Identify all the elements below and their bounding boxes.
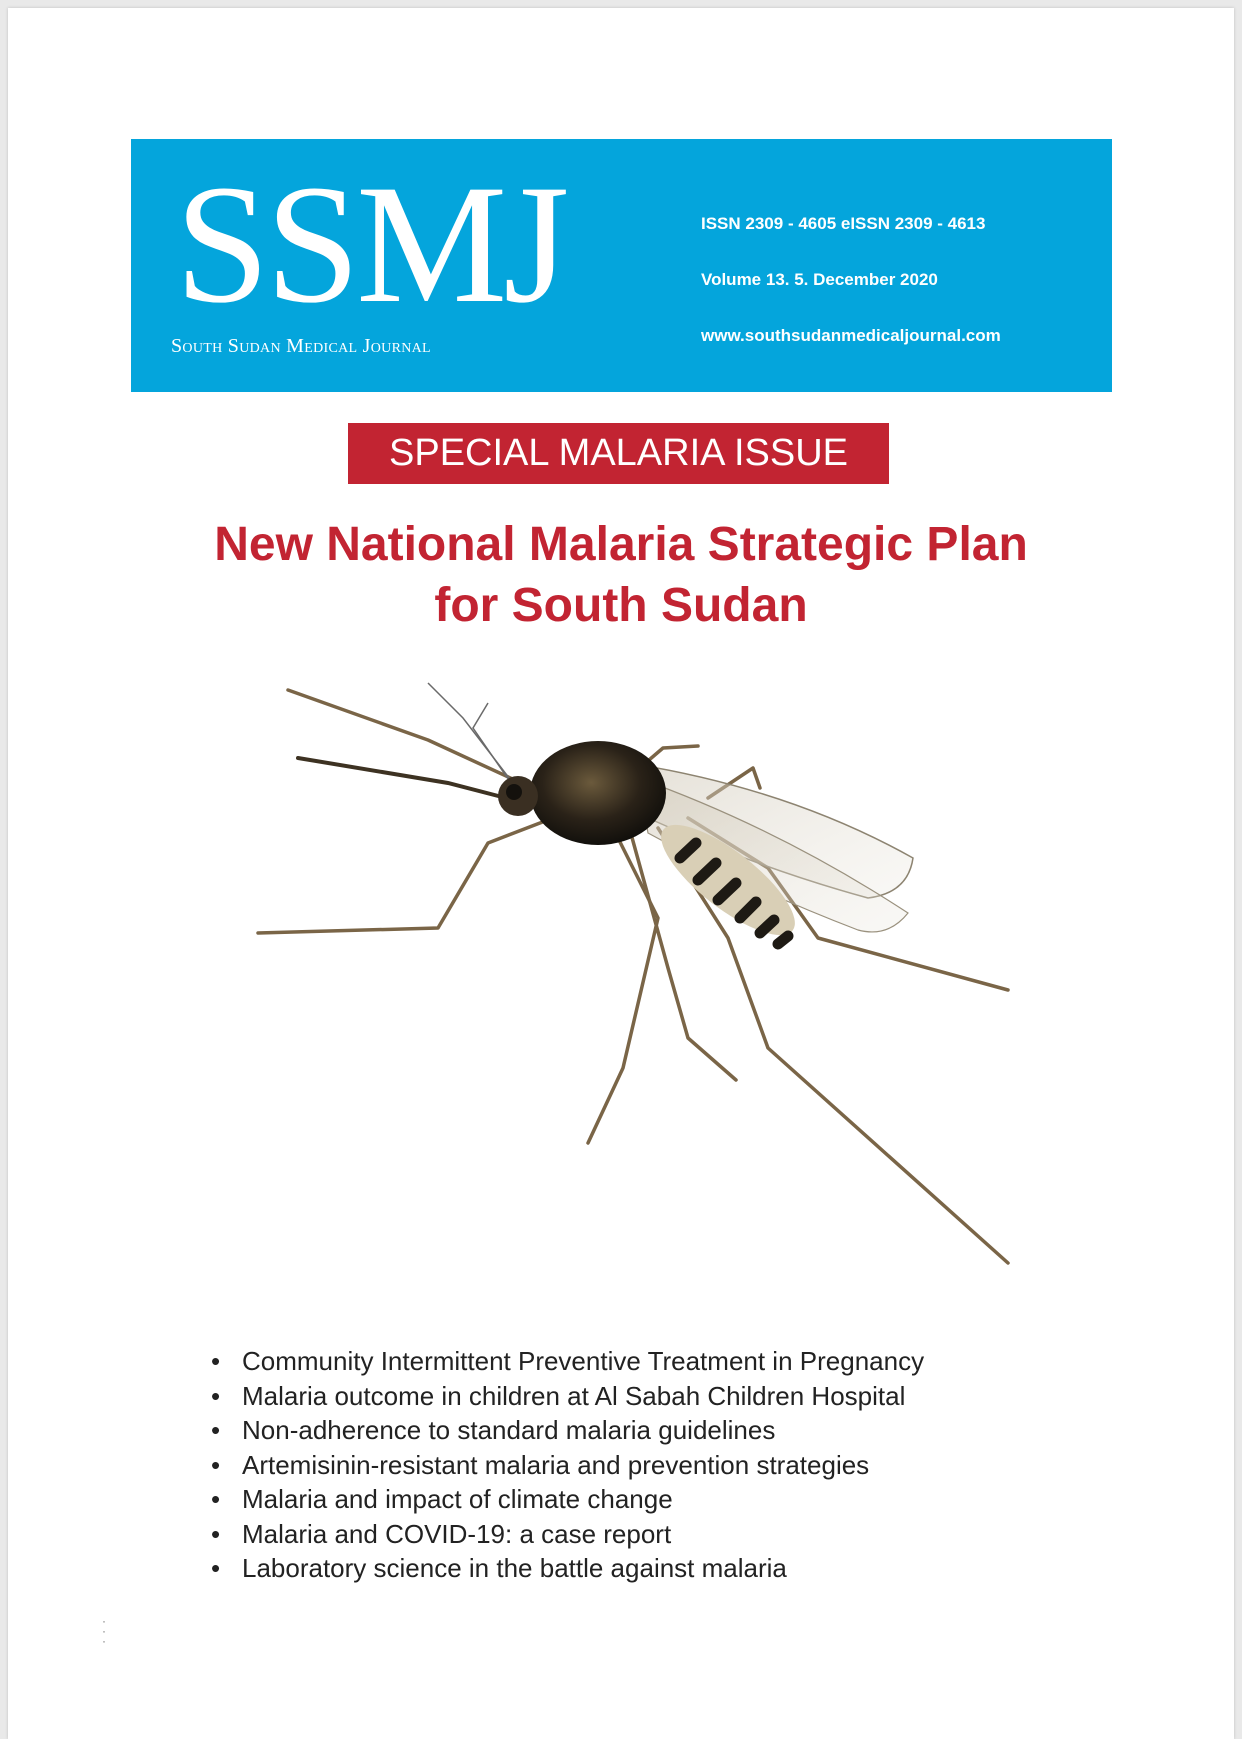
cover-headline xyxy=(68,514,1174,636)
list-item-title: Laboratory science in the battle against malaria xyxy=(242,1553,787,1583)
list-item[interactable] xyxy=(211,1551,924,1586)
bullet-icon: • xyxy=(211,1518,221,1549)
list-item[interactable] xyxy=(211,1344,924,1379)
list-item[interactable] xyxy=(211,1413,924,1448)
mosquito-icon xyxy=(8,668,1234,1288)
bullet-icon: • xyxy=(211,1346,221,1376)
list-item[interactable] xyxy=(211,1482,924,1517)
headline-line-2: for South Sudan xyxy=(434,579,808,632)
list-item[interactable] xyxy=(211,1517,924,1552)
masthead xyxy=(131,139,1112,392)
list-item-title: Non-adherence to standard malaria guidelines xyxy=(242,1415,776,1445)
volume-text: Volume 13. 5. December 2020 xyxy=(701,270,938,289)
list-item-title: Malaria and COVID-19: a case report xyxy=(242,1518,672,1549)
special-issue-banner: SPECIAL MALARIA ISSUE xyxy=(348,423,889,484)
journal-logo: SSMJ xyxy=(175,150,566,338)
website-link[interactable]: www.southsudanmedicaljournal.com xyxy=(701,326,1001,345)
bullet-icon: • xyxy=(211,1380,221,1411)
list-item-title: Artemisinin-resistant malaria and prevention strategies xyxy=(242,1449,870,1480)
list-item[interactable] xyxy=(211,1448,924,1483)
issn-text: ISSN 2309 - 4605 eISSN 2309 - 4613 xyxy=(701,214,986,233)
decorative-dots: · · · xyxy=(102,1614,106,1648)
bullet-icon: • xyxy=(211,1449,221,1480)
list-item-title: Malaria and impact of climate change xyxy=(242,1484,673,1514)
list-item[interactable] xyxy=(211,1379,924,1414)
journal-cover-page xyxy=(8,8,1234,1739)
bullet-icon: • xyxy=(211,1553,221,1583)
bullet-icon: • xyxy=(211,1484,221,1514)
headline-line-1: New National Malaria Strategic Plan xyxy=(214,518,1028,571)
list-item-title: Community Intermittent Preventive Treatment in Pregnancy xyxy=(242,1346,925,1376)
contents-list xyxy=(211,1344,924,1586)
journal-full-name: South Sudan Medical Journal xyxy=(171,335,431,357)
list-item-title: Malaria outcome in children at Al Sabah Children Hospital xyxy=(242,1380,906,1411)
bullet-icon: • xyxy=(211,1415,221,1445)
